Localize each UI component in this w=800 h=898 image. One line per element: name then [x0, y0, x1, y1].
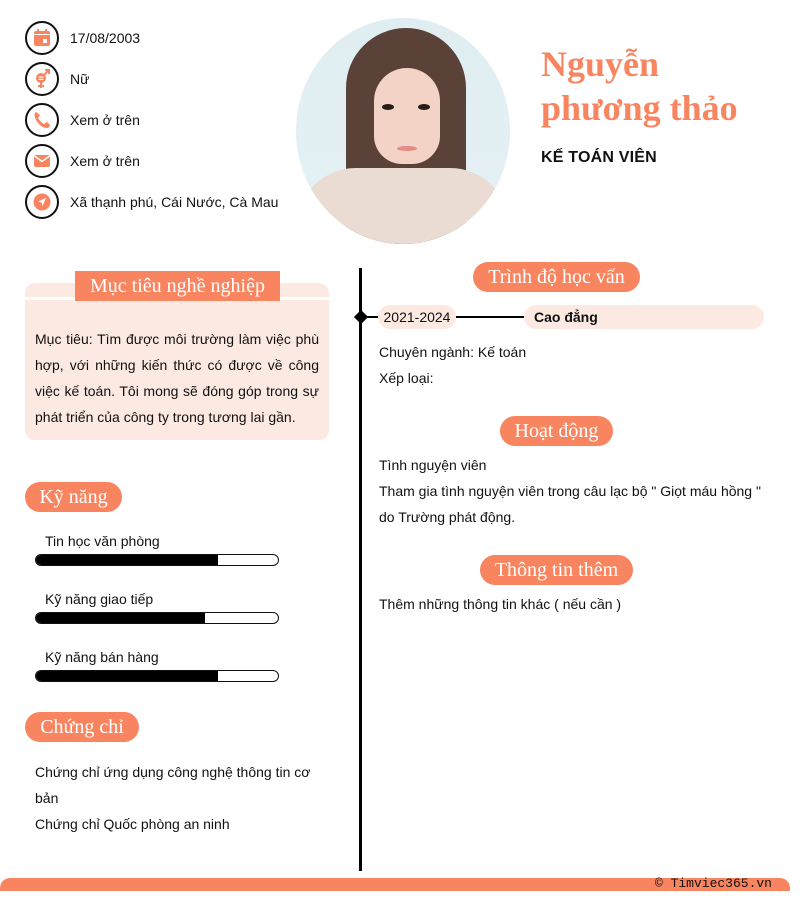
envelope-icon — [25, 144, 59, 178]
education-heading: Trình độ học vấn — [473, 262, 640, 292]
skill-bar — [35, 554, 279, 566]
skills-heading: Kỹ năng — [25, 482, 122, 512]
timeline-line — [359, 268, 362, 871]
birthday-text: 17/08/2003 — [70, 30, 141, 46]
education-period: 2021-2024 — [378, 305, 456, 329]
skill-bar-fill — [36, 555, 218, 565]
photo-shirt — [296, 168, 510, 244]
skill-bar — [35, 612, 279, 624]
timeline-connector — [365, 316, 379, 318]
education-major: Chuyên ngành: Kế toán — [379, 344, 527, 360]
phone-text: Xem ở trên — [70, 112, 140, 128]
activity-role: Tình nguyện viên — [379, 457, 487, 473]
activities-details — [379, 452, 771, 530]
address-text: Xã thạnh phú, Cái Nước, Cà Mau — [70, 194, 279, 210]
objective-text: Mục tiêu: Tìm được môi trường làm việc phù hợp, với những kiến thức có được về công việc kế toán. Tôi mong sẽ đóng góp trong sự phát triển của công ty trong tương lai gần. — [35, 331, 319, 425]
certificate-item: Chứng chỉ Quốc phòng an ninh — [35, 816, 230, 832]
phone-icon — [25, 103, 59, 137]
job-title: KẾ TOÁN VIÊN — [541, 149, 657, 166]
photo-eye-left — [382, 104, 394, 110]
skill-bar — [35, 670, 279, 682]
calendar-icon — [25, 21, 59, 55]
email-text: Xem ở trên — [70, 153, 140, 169]
location-icon — [25, 185, 59, 219]
education-degree: Cao đẳng — [524, 305, 764, 329]
skill-label: Kỹ năng giao tiếp — [45, 591, 154, 607]
additional-info-heading: Thông tin thêm — [480, 555, 633, 585]
certificates-heading: Chứng chỉ — [25, 712, 139, 742]
candidate-name — [541, 42, 738, 130]
certificate-list — [35, 759, 325, 837]
name-line-1: Nguyễn — [541, 44, 660, 84]
contact-birthday — [25, 21, 140, 55]
footer-bar — [0, 878, 790, 891]
gender-icon — [25, 62, 59, 96]
skill-label: Kỹ năng bán hàng — [45, 649, 159, 665]
skill-bar-fill — [36, 613, 205, 623]
skill-label: Tin học văn phòng — [45, 533, 160, 549]
activity-description: Tham gia tình nguyện viên trong câu lạc bộ " Giọt máu hồng " do Trường phát động. — [379, 483, 761, 525]
contact-phone — [25, 103, 140, 137]
gender-text: Nữ — [70, 71, 90, 87]
name-line-2: phương thảo — [541, 88, 738, 128]
objective-heading: Mục tiêu nghề nghiệp — [75, 271, 280, 301]
contact-address — [25, 185, 278, 219]
contact-gender — [25, 62, 89, 96]
contact-email — [25, 144, 140, 178]
certificate-item: Chứng chỉ ứng dụng công nghệ thông tin cơ bản — [35, 764, 311, 806]
photo-mouth — [397, 146, 417, 151]
timeline-connector — [456, 316, 524, 318]
profile-photo — [296, 18, 510, 244]
education-rank: Xếp loại: — [379, 370, 434, 386]
photo-eye-right — [418, 104, 430, 110]
skill-bar-fill — [36, 671, 218, 681]
additional-info-text: Thêm những thông tin khác ( nếu cần ) — [379, 596, 622, 612]
footer-copyright: © Timviec365.vn — [654, 876, 772, 891]
education-details — [379, 339, 771, 391]
activities-heading: Hoạt động — [500, 416, 613, 446]
